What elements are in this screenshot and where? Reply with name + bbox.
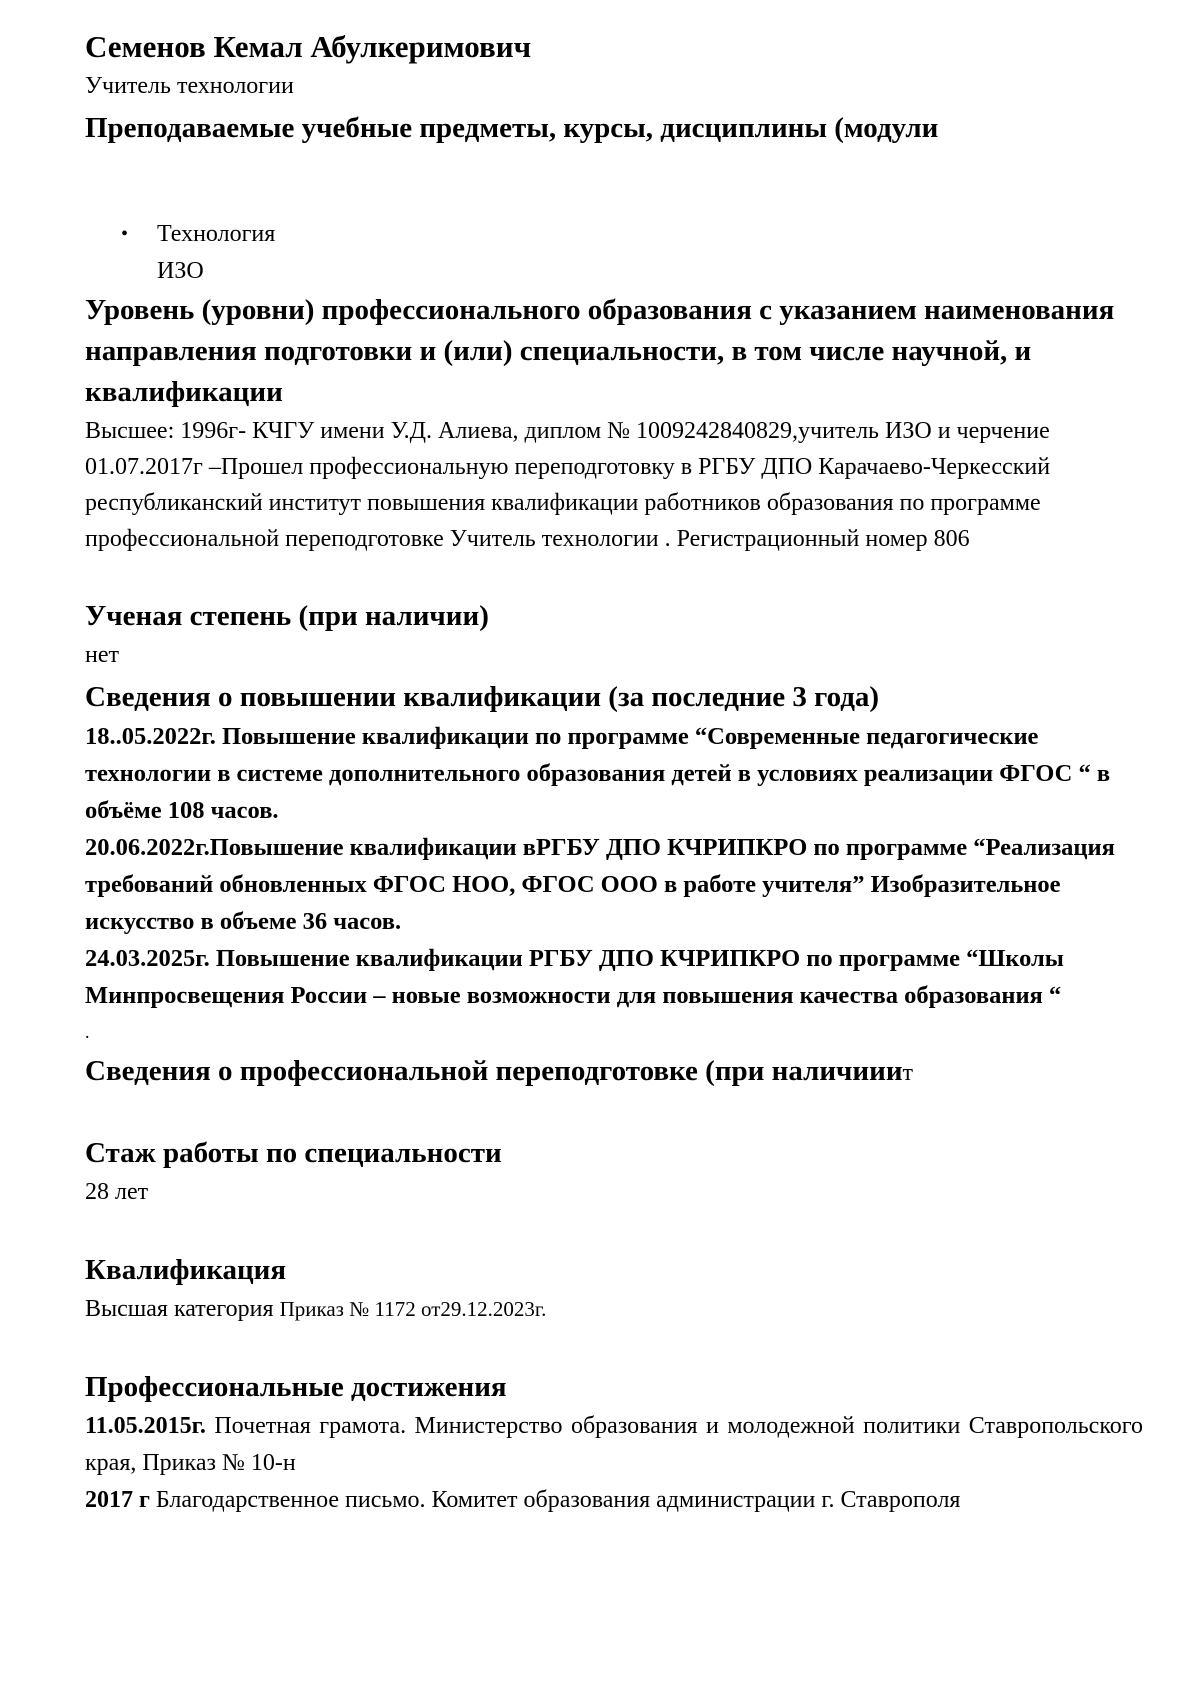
category-value: Высшая категория (85, 1296, 274, 1322)
subject-item: ИЗО (157, 258, 204, 284)
category-line (85, 1291, 1143, 1328)
achievement-date: 11.05.2015г. (85, 1413, 206, 1439)
subject-item: Технология (157, 221, 276, 247)
category-heading: Квалификация (85, 1254, 287, 1286)
person-position: Учитель технологии (85, 73, 294, 99)
retraining-heading (85, 1050, 1143, 1094)
education-retraining: 01.07.2017г –Прошел профессиональную переподготовку в РГБУ ДПО Карачаево-Черкесский республиканский институт повышения квалификации работников образования по программе профессиональной переподготовке Учитель технологии . Регистрационный номер 806 (85, 454, 1051, 552)
achievement-text: Почетная грамота. Министерство образования и молодежной политики Ставропольского края, Приказ № 10-н (85, 1413, 1144, 1476)
experience-value: 28 лет (85, 1179, 149, 1205)
list-item (85, 216, 1143, 253)
subjects-heading: Преподаваемые учебные предметы, курсы, дисциплины (модули (85, 112, 939, 144)
achievement-date: 2017 г (85, 1487, 150, 1513)
achievement-item (85, 1408, 1143, 1482)
education-heading: Уровень (уровни) профессионального образования с указанием наименования направления подготовки и (или) специальности, в том числе научной, и квалификации (85, 294, 1115, 408)
list-item (85, 253, 1143, 290)
qualification-entry: 20.06.2022г.Повышение квалификации вРГБУ ДПО КЧРИПКРО по программе “Реализация требований обновленных ФГОС НОО, ФГОС ООО в работе учителя” Изобразительное искусство в объеме 36 часов. (85, 834, 1115, 935)
achievement-item (85, 1482, 1143, 1519)
education-higher: Высшее: 1996г- КЧГУ имени У.Д. Алиева, диплом № 1009242840829,учитель ИЗО и черчение (85, 418, 1050, 444)
degree-heading: Ученая степень (при наличии) (85, 600, 489, 632)
achievements-heading: Профессиональные достижения (85, 1371, 507, 1403)
achievement-text: Благодарственное письмо. Комитет образования администрации г. Ставрополя (155, 1487, 961, 1513)
degree-value: нет (85, 642, 119, 668)
retraining-heading-text: Сведения о профессиональной переподготовке (при наличиии (85, 1055, 903, 1087)
experience-heading: Стаж работы по специальности (85, 1137, 502, 1169)
document-page (85, 26, 1143, 1519)
qualification-entry: 24.03.2025г. Повышение квалификации РГБУ ДПО КЧРИПКРО по программе “Школы Минпросвещения России – новые возможности для повышения качества образования “ (85, 945, 1064, 1009)
trailing-dot: . (85, 1022, 90, 1042)
qualification-entry: 18..05.2022г. Повышение квалификации по программе “Современные педагогические технологии в системе дополнительного образования детей в условиях реализации ФГОС “ в объёме 108 часов. (85, 723, 1111, 824)
category-order: Приказ № 1172 от29.12.2023г. (279, 1297, 547, 1321)
subjects-list (85, 216, 1143, 290)
qualification-heading: Сведения о повышении квалификации (за последние 3 года) (85, 681, 880, 713)
retraining-heading-tail: т (902, 1060, 914, 1086)
person-name: Семенов Кемал Абулкеримович (85, 29, 532, 64)
bullet-icon: • (121, 223, 129, 245)
